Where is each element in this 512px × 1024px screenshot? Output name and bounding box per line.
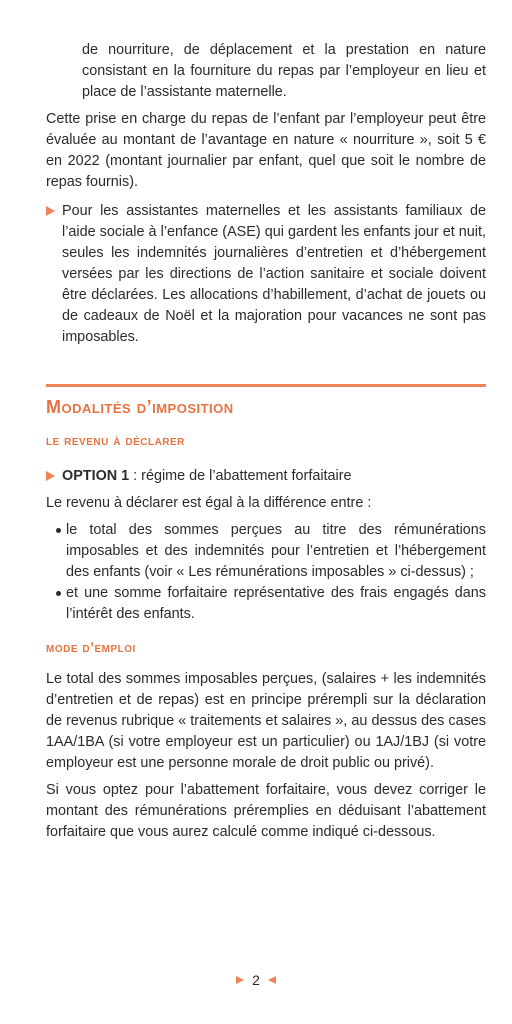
meal-paragraph: Cette prise en charge du repas de l’enfant par l’employeur peut être évaluée au montant de l’avantage en nature « nourriture », soit 5 € en 2022 (montant journalier par enfant, quel que soit le nombre de repas fournis). — [46, 111, 486, 190]
revenu-intro: Le revenu à déclarer est égal à la différence entre : — [46, 495, 372, 511]
mode-paragraph-1: Le total des sommes imposables perçues, (salaires + les indemnités d’entretien et de repas) est en principe prérempli sur la déclaration de revenus rubrique « traitements et salaires », au dessus des cases 1AA/1BA (si votre employeur est un particulier) ou 1AJ/1BJ (si votre employeur est une personne morale de droit public ou privé). — [46, 671, 486, 771]
ase-list-item — [46, 201, 486, 348]
arrow-right-icon — [236, 976, 244, 984]
intro-continuation: de nourriture, de déplacement et la prestation en nature consistant en la fourniture du repas par l’employeur en lieu et place de l’assistante maternelle. — [82, 42, 486, 100]
subsection-title-mode: mode d’emploi — [46, 639, 136, 655]
arrow-bullet-icon — [46, 471, 55, 481]
arrow-left-icon — [268, 976, 276, 984]
section-divider — [46, 384, 486, 387]
page-number: 2 — [252, 972, 260, 988]
option-label: OPTION 1 — [62, 468, 130, 484]
list-item — [46, 520, 486, 583]
ase-item-text: Pour les assistantes maternelles et les assistants familiaux de l’aide sociale à l’enfance (ASE) qui gardent les enfants jour et nuit, seules les indemnités journalières d’entretien et d’hébergement versées par les directions de l’action sanitaire et sociale doivent être déclarées. Les allocations d’habillement, d’achat de jouets ou de cadeaux de Noël et la majoration pour vacances ne sont pas imposables. — [62, 203, 486, 345]
option-line — [46, 466, 486, 487]
mode-paragraph-2: Si vous optez pour l’abattement forfaitaire, vous devez corriger le montant des rémunérations préremplies en déduisant l’abattement forfaitaire que vous aurez calculé comme indiqué ci-dessous. — [46, 782, 486, 840]
bullet-dot-icon — [56, 591, 61, 596]
list-item-text: le total des sommes perçues au titre des rémunérations imposables et des indemnités pour l’entretien et l’hébergement des enfants (voir « Les rémunérations imposables » ci-dessus) ; — [66, 522, 486, 580]
arrow-bullet-icon — [46, 206, 55, 216]
subsection-title-revenu: le revenu à déclarer — [46, 432, 185, 448]
section-title: Modalités d’imposition — [46, 397, 234, 417]
list-item — [46, 583, 486, 625]
list-item-text: et une somme forfaitaire représentative des frais engagés dans l’intérêt des enfants. — [66, 585, 486, 622]
page-content — [46, 40, 486, 843]
option-text: : régime de l’abattement forfaitaire — [129, 468, 352, 484]
bullet-dot-icon — [56, 528, 61, 533]
page-footer — [0, 970, 512, 990]
